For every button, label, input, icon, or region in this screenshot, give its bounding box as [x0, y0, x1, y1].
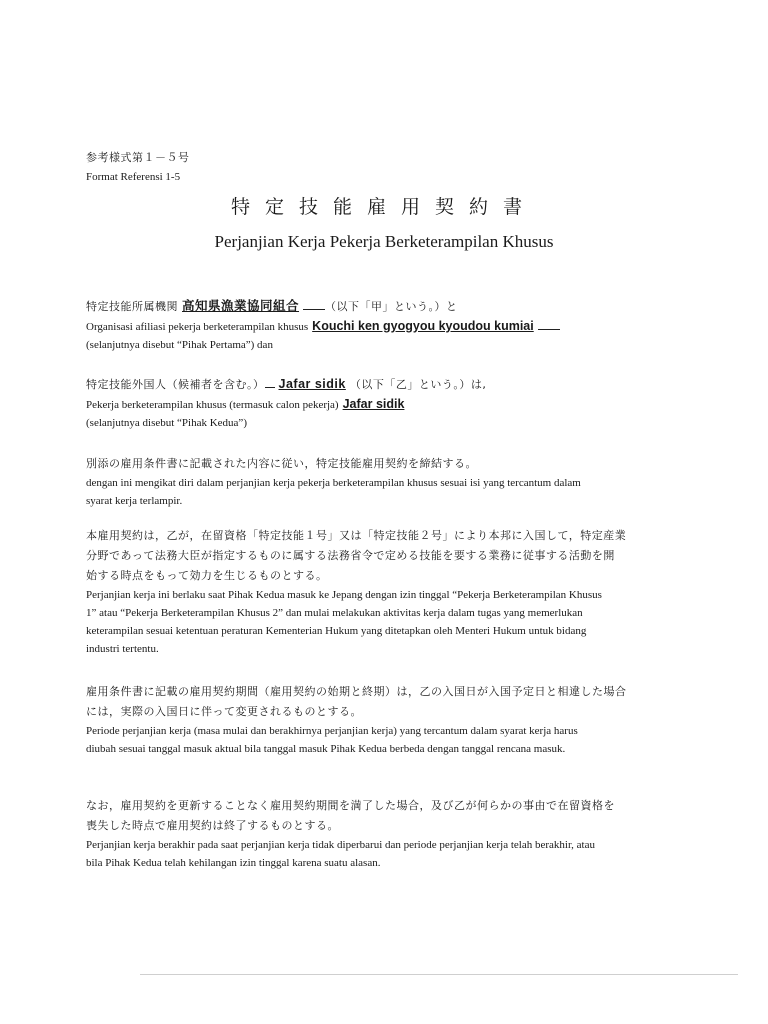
para2-id-line: Perjanjian kerja ini berlaku saat Pihak Kedua masuk ke Jepang dengan izin tinggal “Pekerja Berketerampilan Khusus [86, 589, 602, 601]
first-party-id-blank [538, 318, 560, 330]
para4-id-line: bila Pihak Kedua telah kehilangan izin tinggal karena suatu alasan. [86, 857, 381, 869]
para3-jp-line: 雇用条件書に記載の雇用契約期間（雇用契約の始期と終期）は，乙の入国日が入国予定日と相違した場合 [86, 685, 627, 698]
second-party-section [86, 374, 678, 432]
para2-jp-line: 始する時点をもって効力を生じるものとする。 [86, 569, 328, 582]
first-party-note: (selanjutnya disebut “Pihak Pertama”) dan [86, 339, 273, 351]
para1-id-line: syarat kerja terlampir. [86, 495, 183, 507]
para2-jp-line: 分野であって法務大臣が指定するものに属する法務省令で定める技能を要する業務に従事する活動を開 [86, 549, 615, 562]
para2-id-line: keterampilan sesuai ketentuan peraturan Kementerian Hukum yang ditetapkan oleh Menteri Hukum untuk bidang [86, 625, 587, 637]
reference-header [86, 148, 678, 186]
first-party-value-jp: 高知県漁業協同組合 [182, 299, 300, 313]
para4-id-line: Perjanjian kerja berakhir pada saat perjanjian kerja tidak diperbarui dan periode perjanjian kerja telah berakhir, atau [86, 839, 595, 851]
second-party-note: (selanjutnya disebut “Pihak Kedua”) [86, 417, 247, 429]
second-party-label-id: Pekerja berketerampilan khusus (termasuk calon pekerja) [86, 399, 339, 411]
second-party-line-id [86, 395, 678, 414]
para1-id-line: dengan ini mengikat diri dalam perjanjian kerja pekerja berketerampilan khusus sesuai isi yang tercantum dalam [86, 477, 581, 489]
first-party-blank [303, 298, 325, 310]
title-id: Perjanjian Kerja Pekerja Berketerampilan Khusus [214, 232, 554, 251]
second-party-value-id: Jafar sidik [342, 397, 405, 411]
second-party-suffix-jp: （以下「乙」という。）は, [349, 378, 487, 391]
paragraph-3 [86, 682, 678, 758]
second-party-line-jp [86, 374, 678, 395]
reference-label-jp: 参考様式第１－５号 [86, 151, 190, 164]
para3-id-line: Periode perjanjian kerja (masa mulai dan berakhirnya perjanjian kerja) yang tercantum dalam syarat kerja harus [86, 725, 578, 737]
first-party-label-jp: 特定技能所属機関 [86, 300, 178, 313]
paragraph-2 [86, 526, 678, 658]
first-party-line-jp [86, 296, 678, 317]
para3-id-line: diubah sesuai tanggal masuk aktual bila tanggal masuk Pihak Kedua berbeda dengan tanggal rencana masuk. [86, 743, 566, 755]
paragraph-4 [86, 796, 678, 872]
para4-jp-line: 喪失した時点で雇用契約は終了するものとする。 [86, 819, 339, 832]
para2-jp-line: 本雇用契約は，乙が，在留資格「特定技能１号」又は「特定技能２号」により本邦に入国して，特定産業 [86, 529, 627, 542]
paragraph-1 [86, 454, 678, 510]
first-party-section [86, 296, 678, 354]
para1-jp-line: 別添の雇用条件書に記載された内容に従い，特定技能雇用契約を締結する。 [86, 457, 477, 470]
first-party-suffix-jp: （以下「甲」という。）と [325, 300, 458, 313]
title-jp: 特定技能雇用契約書 [230, 196, 537, 218]
first-party-label-id: Organisasi afiliasi pekerja berketerampilan khusus [86, 321, 309, 333]
para2-id-line: 1” atau “Pekerja Berketerampilan Khusus 2” dan mulai melakukan aktivitas kerja dalam tugas yang memerlukan [86, 607, 583, 619]
para4-jp-line: なお，雇用契約を更新することなく雇用契約期間を満了した場合，及び乙が何らかの事由で在留資格を [86, 799, 615, 812]
para3-jp-line: には，実際の入国日に伴って変更されるものとする。 [86, 705, 362, 718]
first-party-value-id: Kouchi ken gyogyou kyoudou kumiai [312, 319, 534, 333]
second-party-value-jp: Jafar sidik [278, 377, 346, 391]
second-party-label-jp: 特定技能外国人（候補者を含む。） [86, 378, 265, 391]
para2-id-line: industri tertentu. [86, 643, 159, 655]
bottom-divider [140, 974, 738, 975]
reference-label-id: Format Referensi 1-5 [86, 171, 181, 183]
first-party-line-id [86, 317, 678, 336]
